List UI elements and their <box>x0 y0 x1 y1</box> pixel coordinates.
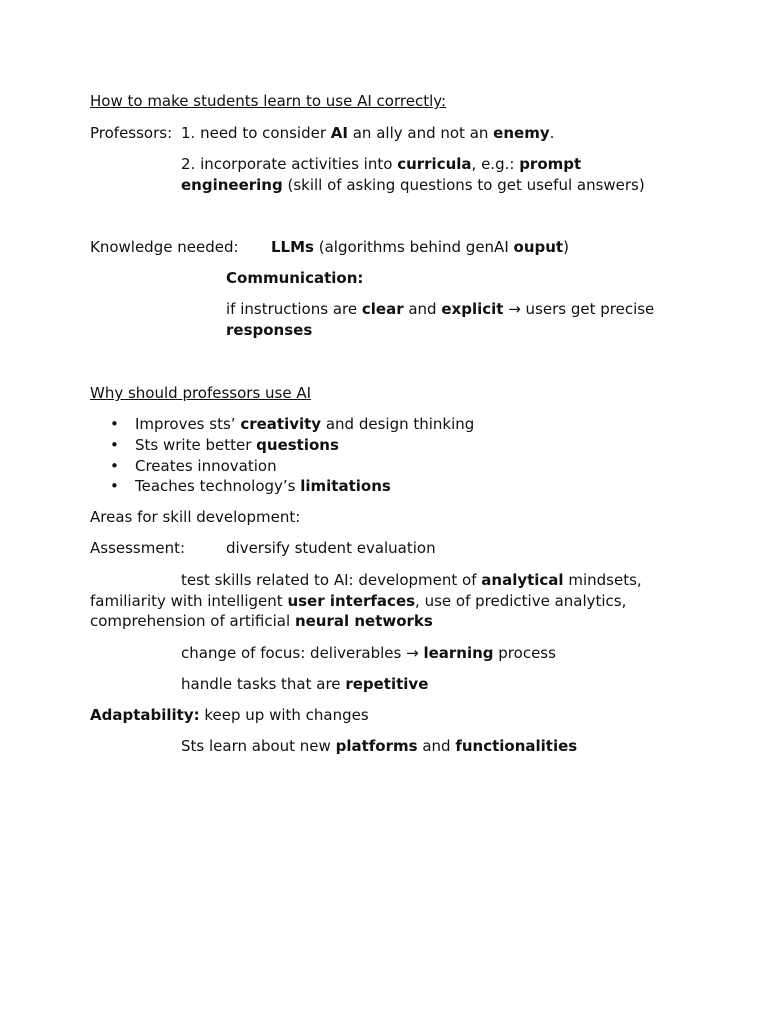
areas-heading: Areas for skill development: <box>90 508 301 526</box>
assessment-para-line-3: comprehension of artificial neural networks <box>90 612 433 630</box>
bullet-item-3: Creates innovation <box>135 457 277 475</box>
tasks-line: handle tasks that are repetitive <box>181 675 429 693</box>
communication-line-1: if instructions are clear and explicit → users get precise <box>226 300 655 318</box>
bullet-icon: • <box>110 436 119 454</box>
knowledge-llms: LLMs (algorithms behind genAI ouput) <box>271 238 569 256</box>
bullet-icon: • <box>110 477 119 495</box>
heading-how-to: How to make students learn to use AI correctly: <box>90 92 447 110</box>
assessment-label: Assessment: <box>90 539 186 557</box>
professors-item-2-line-1: 2. incorporate activities into curricula, e.g.: prompt <box>181 155 582 173</box>
adaptability-detail: Sts learn about new platforms and functionalities <box>181 737 578 755</box>
bullet-item-2: Sts write better questions <box>135 436 339 454</box>
adaptability-line: Adaptability: keep up with changes <box>90 706 369 724</box>
communication-line-2: responses <box>226 321 313 339</box>
bullet-icon: • <box>110 415 119 433</box>
assessment-para-line-1: test skills related to AI: development of analytical mindsets, <box>181 571 642 589</box>
professors-item-2-line-2: engineering (skill of asking questions to get useful answers) <box>181 176 645 194</box>
heading-why: Why should professors use AI <box>90 384 312 402</box>
communication-heading: Communication: <box>226 269 364 287</box>
knowledge-label: Knowledge needed: <box>90 238 239 256</box>
assessment-para-line-2: familiarity with intelligent user interfaces, use of predictive analytics, <box>90 592 627 610</box>
professors-item-1: 1. need to consider AI an ally and not an enemy. <box>181 124 555 142</box>
focus-line: change of focus: deliverables → learning process <box>181 644 556 662</box>
professors-label: Professors: <box>90 124 173 142</box>
bullet-item-4: Teaches technology’s limitations <box>135 477 391 495</box>
bullet-icon: • <box>110 457 119 475</box>
bullet-item-1: Improves sts’ creativity and design thinking <box>135 415 475 433</box>
assessment-value: diversify student evaluation <box>226 539 436 557</box>
